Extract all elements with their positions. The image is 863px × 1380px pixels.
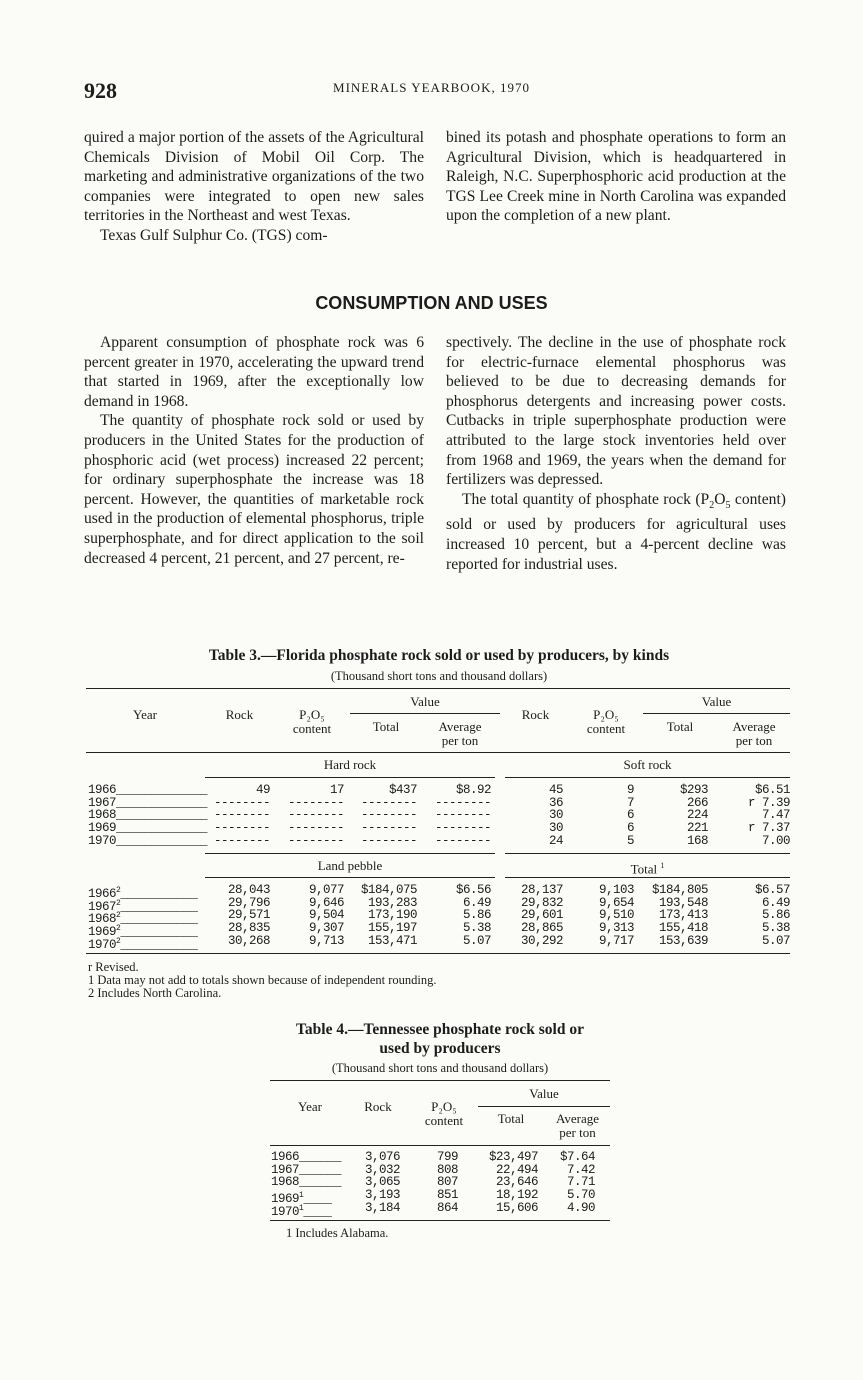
table-cell: 9,717 — [598, 933, 634, 948]
table-cell: $184,805 — [651, 883, 708, 897]
table-cell: 49 — [255, 783, 270, 797]
table-cell: 30 — [548, 808, 563, 823]
table-cell: $23,497 — [488, 1150, 538, 1164]
table-cell: 5.38 — [462, 921, 491, 936]
table-cell: -------- — [360, 795, 417, 810]
table-cell: 17 — [329, 783, 344, 797]
section-title: CONSUMPTION AND USES — [315, 293, 548, 313]
table-cell: -------- — [434, 821, 491, 836]
col-header-p2o5: P₂O₅ — [299, 707, 325, 722]
page-number: 928 — [84, 78, 117, 103]
row-year: 1969$^1$____ — [271, 1191, 332, 1207]
table-cell: 23,646 — [495, 1175, 538, 1190]
col-header-average: Average — [732, 719, 776, 734]
table-cell: 28,043 — [227, 883, 270, 897]
table-cell: -------- — [213, 833, 270, 848]
group-land-pebble: Land pebble — [317, 858, 383, 873]
footnote: 2 Includes North Carolina. — [88, 986, 222, 1000]
table-cell: 808 — [436, 1162, 458, 1177]
footnote: r Revised. — [88, 960, 139, 974]
row-year: 1969$^2$___________ — [88, 924, 198, 940]
text-column-3 — [84, 333, 424, 568]
col-header-total: Total — [666, 719, 694, 734]
table-cell: 3,032 — [364, 1162, 400, 1177]
table-cell: 9,510 — [598, 908, 634, 923]
table-cell: 5.86 — [761, 908, 790, 923]
table-cell: 28,835 — [227, 921, 270, 936]
table-cell: $293 — [679, 783, 708, 797]
text-column-1 — [84, 128, 424, 246]
table-cell: -------- — [434, 808, 491, 823]
col-header-average: Average — [438, 719, 482, 734]
table-cell: 9,504 — [308, 908, 344, 923]
paragraph: spectively. The decline in the use of phosphate rock for electric-furnace elemental phosphorus was believed to be due to decreasing demands for phosphorus detergents and increasing power costs. Cutbacks in triple superphosphate production were attributed to the large stock inventories held over from 1968 and 1969, the years when the demand for fertilizers was depressed. — [446, 334, 786, 489]
col-header-year: Year — [298, 1099, 322, 1114]
col-header-per-ton: per ton — [559, 1125, 596, 1140]
table-cell: 30,268 — [227, 933, 270, 948]
col-header-content: content — [292, 721, 332, 736]
table-cell: -------- — [287, 795, 344, 810]
paragraph: Apparent consumption of phosphate rock was 6 percent greater in 1970, accelerating the upward trend that started in 1969, after the exceptionally low demand in 1968. — [84, 334, 424, 410]
table-cell: -------- — [360, 821, 417, 836]
col-header-per-ton: per ton — [735, 733, 773, 748]
table-cell: $6.51 — [754, 783, 790, 797]
row-year: 1969_____________ — [88, 821, 208, 836]
table-cell: 155,197 — [367, 921, 417, 936]
col-header-content: content — [424, 1113, 464, 1128]
table-cell: 28,865 — [520, 921, 563, 936]
table-cell: 799 — [436, 1150, 458, 1164]
table-cell: -------- — [434, 833, 491, 848]
group-total: Total $^1$ — [630, 861, 665, 877]
table-cell: $7.64 — [559, 1150, 595, 1164]
row-year: 1967$^2$___________ — [88, 898, 198, 914]
col-header-content: content — [586, 721, 626, 736]
table-cell: 9,654 — [598, 895, 634, 910]
table-cell: 6.49 — [462, 895, 491, 910]
table-cell: 7.71 — [566, 1175, 595, 1190]
table-cell: 6 — [626, 808, 634, 823]
table-cell: 29,796 — [227, 895, 270, 910]
group-soft-rock: Soft rock — [623, 757, 672, 772]
table-cell: 864 — [436, 1200, 458, 1215]
table-cell: 9,307 — [308, 921, 344, 936]
group-hard-rock: Hard rock — [323, 757, 377, 772]
footnote: 1 Data may not add to totals shown because of independent rounding. — [88, 973, 437, 987]
row-year: 1968$^2$___________ — [88, 911, 198, 927]
table-cell: 15,606 — [495, 1200, 538, 1215]
table-cell: 7.42 — [566, 1162, 595, 1177]
table-cell: -------- — [287, 821, 344, 836]
table-cell: r 7.37 — [747, 821, 790, 836]
table-cell: 22,494 — [495, 1162, 538, 1177]
text-column-2 — [446, 128, 786, 226]
table-cell: 29,601 — [520, 908, 563, 923]
paragraph: The total quantity of phosphate rock ($P_2O_5$ content) sold or used by producers for agricultural uses increased 10 percent, but a 4-percent decline was reported for industrial uses. — [446, 490, 786, 573]
table-cell: 9,313 — [598, 921, 634, 936]
col-header-p2o5: P₂O₅ — [431, 1099, 457, 1114]
table-cell: 7.00 — [761, 833, 790, 848]
table-cell: 155,418 — [658, 921, 708, 936]
table-cell: 9,103 — [598, 883, 634, 897]
table-cell: r 7.39 — [747, 795, 790, 810]
col-header-rock: Rock — [364, 1099, 392, 1114]
table-cell: $6.56 — [455, 883, 491, 897]
paragraph: bined its potash and phosphate operations to form an Agricultural Division, which is headquartered in Raleigh, N.C. Superphosphoric acid production at the TGS Lee Creek mine in North Carolina was expanded upon the completion of a new plant. — [446, 129, 786, 225]
table-cell: 6 — [626, 821, 634, 836]
table-cell: 9 — [626, 783, 634, 797]
table3-title: Table 3.—Florida phosphate rock sold or used by producers, by kinds — [208, 647, 670, 664]
table-cell: 24 — [548, 833, 563, 848]
table-cell: $6.57 — [754, 883, 790, 897]
table-cell: -------- — [434, 795, 491, 810]
col-header-total: Total — [372, 719, 400, 734]
table-cell: 18,192 — [495, 1188, 538, 1203]
paragraph: The quantity of phosphate rock sold or used by producers in the United States for the production of phosphoric acid (wet process) increased 22 percent; for ordinary superphosphate the increase was 18 percent. However, the quantities of marketable rock used in the production of elemental phosphorus, triple superphosphate, and for direct application to the soil decreased 4 percent, 21 percent, and 27 percent, re- — [84, 412, 424, 567]
row-year: 1966______ — [271, 1150, 342, 1164]
table-cell: 5.07 — [761, 933, 790, 948]
table4-title: Table 4.—Tennessee phosphate rock sold or — [296, 1021, 584, 1038]
table-cell: $437 — [388, 783, 417, 797]
table-cell: 3,065 — [364, 1175, 400, 1190]
table-cell: 807 — [436, 1175, 458, 1190]
table-cell: 7 — [626, 795, 634, 810]
table-cell: 5.07 — [462, 933, 491, 948]
table-cell: 9,077 — [308, 883, 344, 897]
running-head: MINERALS YEARBOOK, 1970 — [333, 80, 530, 95]
table-cell: 3,076 — [364, 1150, 400, 1164]
table-cell: -------- — [360, 808, 417, 823]
table-cell: 29,832 — [520, 895, 563, 910]
table-cell: 173,190 — [367, 908, 417, 923]
table-cell: 36 — [548, 795, 563, 810]
table-cell: 851 — [436, 1188, 458, 1203]
col-header-per-ton: per ton — [441, 733, 479, 748]
table-cell: 168 — [686, 833, 708, 848]
table-cell: -------- — [287, 833, 344, 848]
table-cell: 193,548 — [658, 895, 708, 910]
table-cell: 3,193 — [364, 1188, 400, 1203]
table-cell: 30,292 — [520, 933, 563, 948]
row-year: 1970$^1$____ — [271, 1203, 332, 1219]
row-year: 1970_____________ — [88, 833, 208, 848]
row-year: 1970$^2$___________ — [88, 936, 198, 952]
table-cell: 221 — [686, 821, 708, 836]
table-cell: 266 — [686, 795, 708, 810]
table-cell: 5.70 — [566, 1188, 595, 1203]
row-year: 1966_____________ — [88, 783, 208, 797]
table-cell: 30 — [548, 821, 563, 836]
table-cell: 7.47 — [761, 808, 790, 823]
table-cell: 4.90 — [566, 1200, 595, 1215]
col-header-value: Value — [701, 694, 732, 709]
table-cell: 193,283 — [367, 895, 417, 910]
footnote: 1 Includes Alabama. — [286, 1226, 389, 1240]
table-cell: -------- — [213, 808, 270, 823]
table-cell: 6.49 — [761, 895, 790, 910]
table-cell: $8.92 — [455, 783, 491, 797]
row-year: 1967_____________ — [88, 795, 208, 810]
table-cell: 9,713 — [308, 933, 344, 948]
text-column-4 — [446, 333, 786, 574]
table-cell: 224 — [686, 808, 708, 823]
table-cell: 3,184 — [364, 1200, 400, 1215]
col-header-value: Value — [529, 1086, 559, 1101]
table4-title: used by producers — [379, 1040, 501, 1057]
table-cell: 29,571 — [227, 908, 270, 923]
table-cell: -------- — [287, 808, 344, 823]
row-year: 1968______ — [271, 1175, 342, 1190]
table-cell: 5.38 — [761, 921, 790, 936]
table4-subtitle: (Thousand short tons and thousand dollars) — [331, 1061, 549, 1075]
table-cell: -------- — [213, 821, 270, 836]
table-cell: 153,639 — [658, 933, 708, 948]
table-cell: 153,471 — [367, 933, 417, 948]
row-year: 1966$^2$___________ — [88, 886, 198, 902]
table-cell: 5 — [626, 833, 634, 848]
col-header-rock: Rock — [521, 707, 550, 722]
col-header-year: Year — [133, 707, 157, 722]
paragraph: quired a major portion of the assets of the Agricultural Chemicals Division of Mobil Oil Corp. The marketing and administrative organizations of the two companies were integrated to open new sales territories in the Northeast and west Texas. — [84, 129, 424, 225]
col-header-total: Total — [497, 1111, 525, 1126]
table-cell: -------- — [213, 795, 270, 810]
table-cell: 28,137 — [520, 883, 563, 897]
col-header-p2o5: P₂O₅ — [593, 707, 619, 722]
table-cell: -------- — [360, 833, 417, 848]
paragraph: Texas Gulf Sulphur Co. (TGS) com- — [100, 226, 328, 244]
table-cell: 173,413 — [658, 908, 708, 923]
row-year: 1968_____________ — [88, 808, 208, 823]
table-cell: 9,646 — [308, 895, 344, 910]
col-header-value: Value — [410, 694, 440, 709]
table3-subtitle: (Thousand short tons and thousand dollars) — [330, 669, 548, 683]
row-year: 1967______ — [271, 1162, 342, 1177]
table-cell: $184,075 — [360, 883, 417, 897]
table-cell: 5.86 — [462, 908, 491, 923]
col-header-rock: Rock — [225, 707, 254, 722]
col-header-average: Average — [555, 1111, 600, 1126]
table-cell: 45 — [548, 783, 563, 797]
